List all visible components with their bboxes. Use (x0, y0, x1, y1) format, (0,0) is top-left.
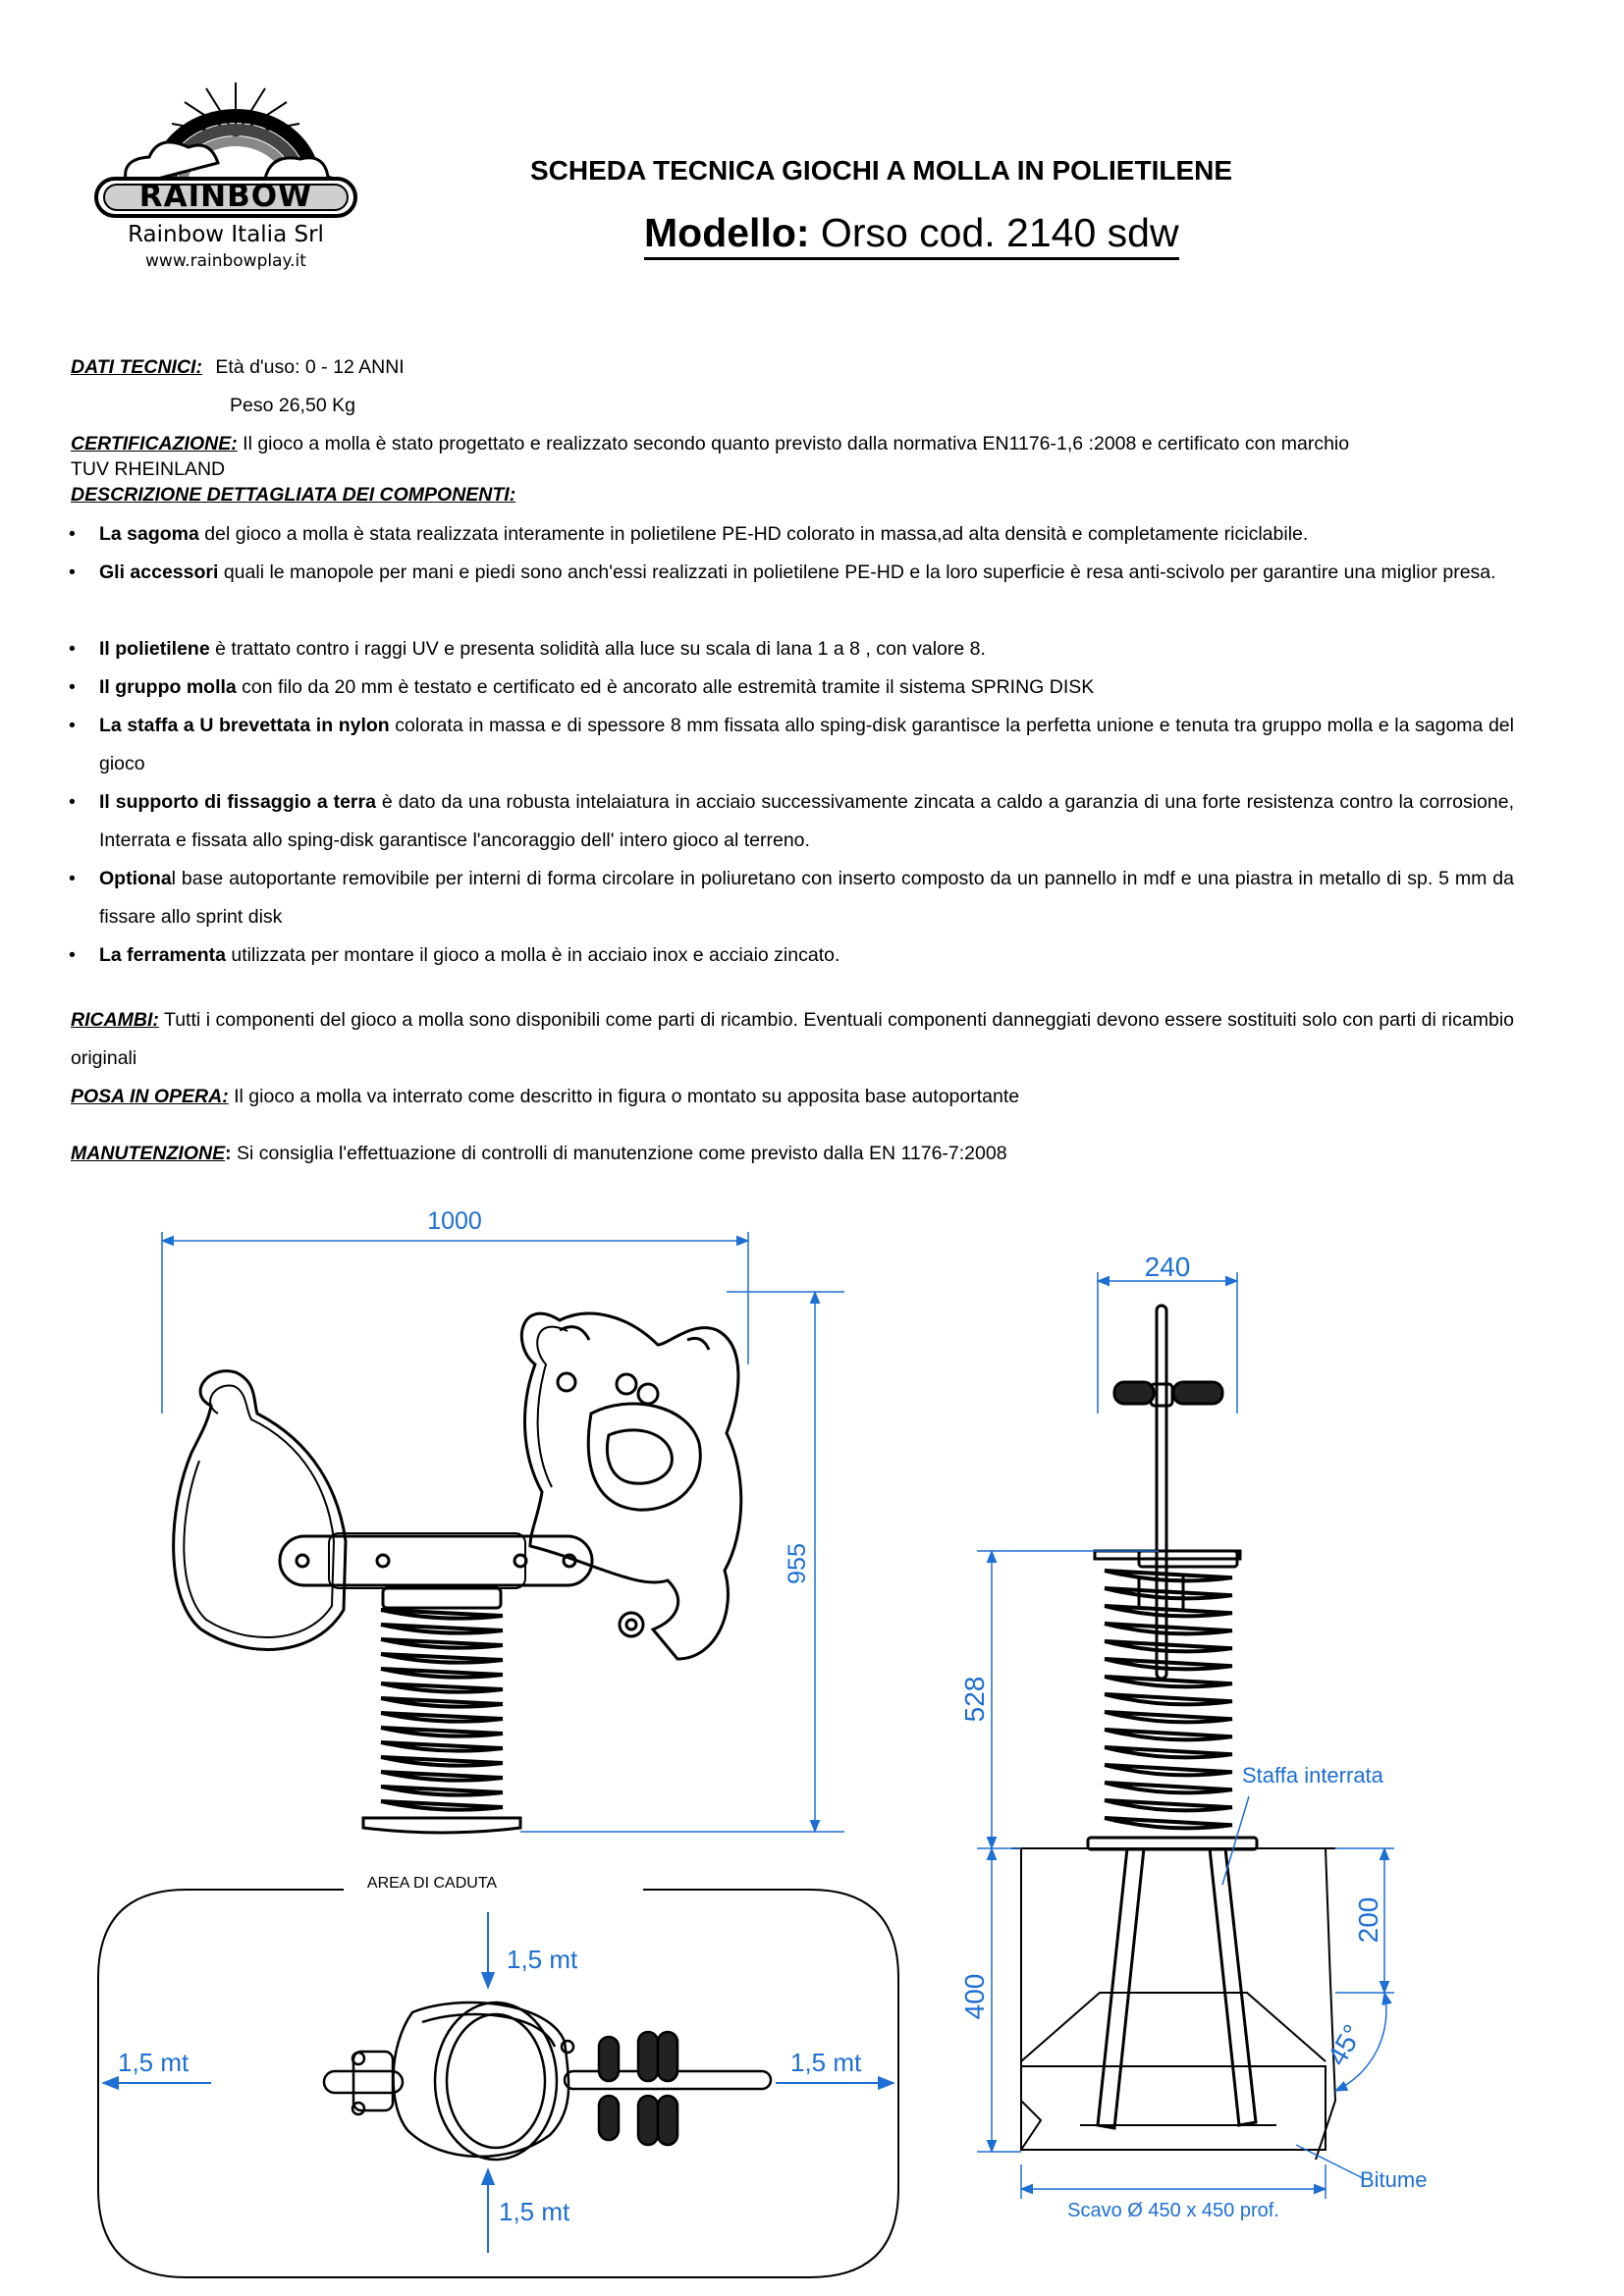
list-item: • Il supporto di fissaggio a terra è dato da una robusta intelaiatura in acciaio successivamente zincata a caldo a garanzia di una forte resistenza contro la corrosione, Interrata e fissata allo sping-disk garantisce l'ancoraggio dell' intero gioco al terreno. (69, 791, 1514, 851)
top-view-toy (324, 2002, 771, 2160)
area-left-label: 1,5 mt (118, 2048, 189, 2077)
dati-tecnici-label: DATI TECNICI: (71, 356, 202, 378)
model-value: Orso cod. 2140 sdw (809, 210, 1179, 255)
dim-528: 528 (959, 1676, 990, 1723)
dim-400: 400 (959, 1973, 990, 2020)
model-heading (644, 210, 1179, 260)
front-dimensions (162, 1232, 844, 1832)
ricambi-label: RICAMBI: (71, 1009, 159, 1031)
area-top-label: 1,5 mt (507, 1945, 578, 1974)
label-scavo: Scavo Ø 450 x 450 prof. (1067, 2200, 1279, 2221)
dim-side-width: 240 (1144, 1252, 1191, 1282)
descrizione-label: DESCRIZIONE DETTAGLIATA DEI COMPONENTI: (71, 484, 516, 506)
list-item: • Optional base autoportante removibile per interni di forma circolare in poliuretano con inserto composto da un pannello in mdf e una piastra in metallo di sp. 5 mm da fissare allo sprint disk (69, 868, 1514, 928)
rainbow-logo (88, 77, 363, 273)
peso-value: Peso 26,50 Kg (230, 395, 355, 416)
manutenzione-colon: : (225, 1143, 232, 1164)
list-item: • La ferramenta utilizzata per montare il gioco a molla è in acciaio inox e acciaio zincato. (69, 944, 840, 966)
manutenzione (71, 1135, 1514, 1173)
fall-area (98, 1875, 898, 2277)
manutenzione-label: MANUTENZIONE (71, 1143, 226, 1164)
dati-tecnici (71, 355, 405, 379)
certificazione-text-2: TUV RHEINLAND (71, 458, 226, 480)
label-bitume: Bitume (1360, 2167, 1428, 2192)
certificazione-text: Il gioco a molla è stato progettato e realizzato secondo quanto previsto dalla normativa EN1176-1,6 :2008 e certificato con marchio (237, 433, 1350, 454)
list-item: • Il gruppo molla con filo da 20 mm è testato e certificato ed è ancorato alle estremità tramite il sistema SPRING DISK (69, 676, 1095, 698)
area-right-label: 1,5 mt (790, 2048, 862, 2077)
posa-in-opera (71, 1078, 1514, 1116)
posa-text: Il gioco a molla va interrato come descritto in figura o montato su apposita base autoportante (228, 1086, 1020, 1107)
logo-company: Rainbow Italia Srl (128, 222, 324, 247)
technical-drawing (0, 1198, 1624, 2296)
front-view (174, 1313, 741, 1833)
ricambi (71, 1001, 1514, 1078)
list-item: • La staffa a U brevettata in nylon colorata in massa e di spessore 8 mm fissata allo sping-disk garantisce la perfetta unione e tenuta tra gruppo molla e la sagoma del gioco (69, 715, 1514, 774)
list-item: • Gli accessori quali le manopole per mani e piedi sono anch'essi realizzati in polietilene PE-HD e la loro superficie è resa anti-scivolo per garantire una miglior presa. (69, 561, 1496, 583)
dim-width: 1000 (427, 1207, 482, 1235)
eta-value: Età d'uso: 0 - 12 ANNI (215, 356, 405, 378)
manutenzione-text: Si consiglia l'effettuazione di controlli di manutenzione come previsto dalla EN 1176-7:2008 (231, 1143, 1007, 1164)
side-view (1011, 1306, 1335, 2160)
page-title: SCHEDA TECNICA GIOCHI A MOLLA IN POLIETILENE (530, 155, 1233, 186)
list-item: • Il polietilene è trattato contro i raggi UV e presenta solidità alla luce su scala di lana 1 a 8 , con valore 8. (69, 638, 986, 660)
logo-website: www.rainbowplay.it (145, 251, 306, 271)
dim-200: 200 (1353, 1896, 1383, 1944)
certificazione (71, 432, 1349, 455)
model-label: Modello: (644, 210, 810, 255)
dim-angle: 45° (1321, 2019, 1369, 2071)
dim-height: 955 (784, 1543, 811, 1584)
logo-brand: RAINBOW (138, 179, 313, 214)
ricambi-text: Tutti i componenti del gioco a molla sono disponibili come parti di ricambio. Eventuali componenti danneggiati devono essere sostituiti solo con parti di ricambio originali (71, 1009, 1514, 1069)
list-item: • La sagoma del gioco a molla è stata realizzata interamente in polietilene PE-HD colorato in massa,ad alta densità e completamente riciclabile. (69, 523, 1309, 545)
posa-label: POSA IN OPERA: (71, 1086, 229, 1107)
label-staffa: Staffa interrata (1242, 1763, 1383, 1788)
area-bottom-label: 1,5 mt (499, 2197, 570, 2226)
area-title: AREA DI CADUTA (366, 1875, 498, 1892)
certificazione-label: CERTIFICAZIONE: (71, 433, 238, 454)
